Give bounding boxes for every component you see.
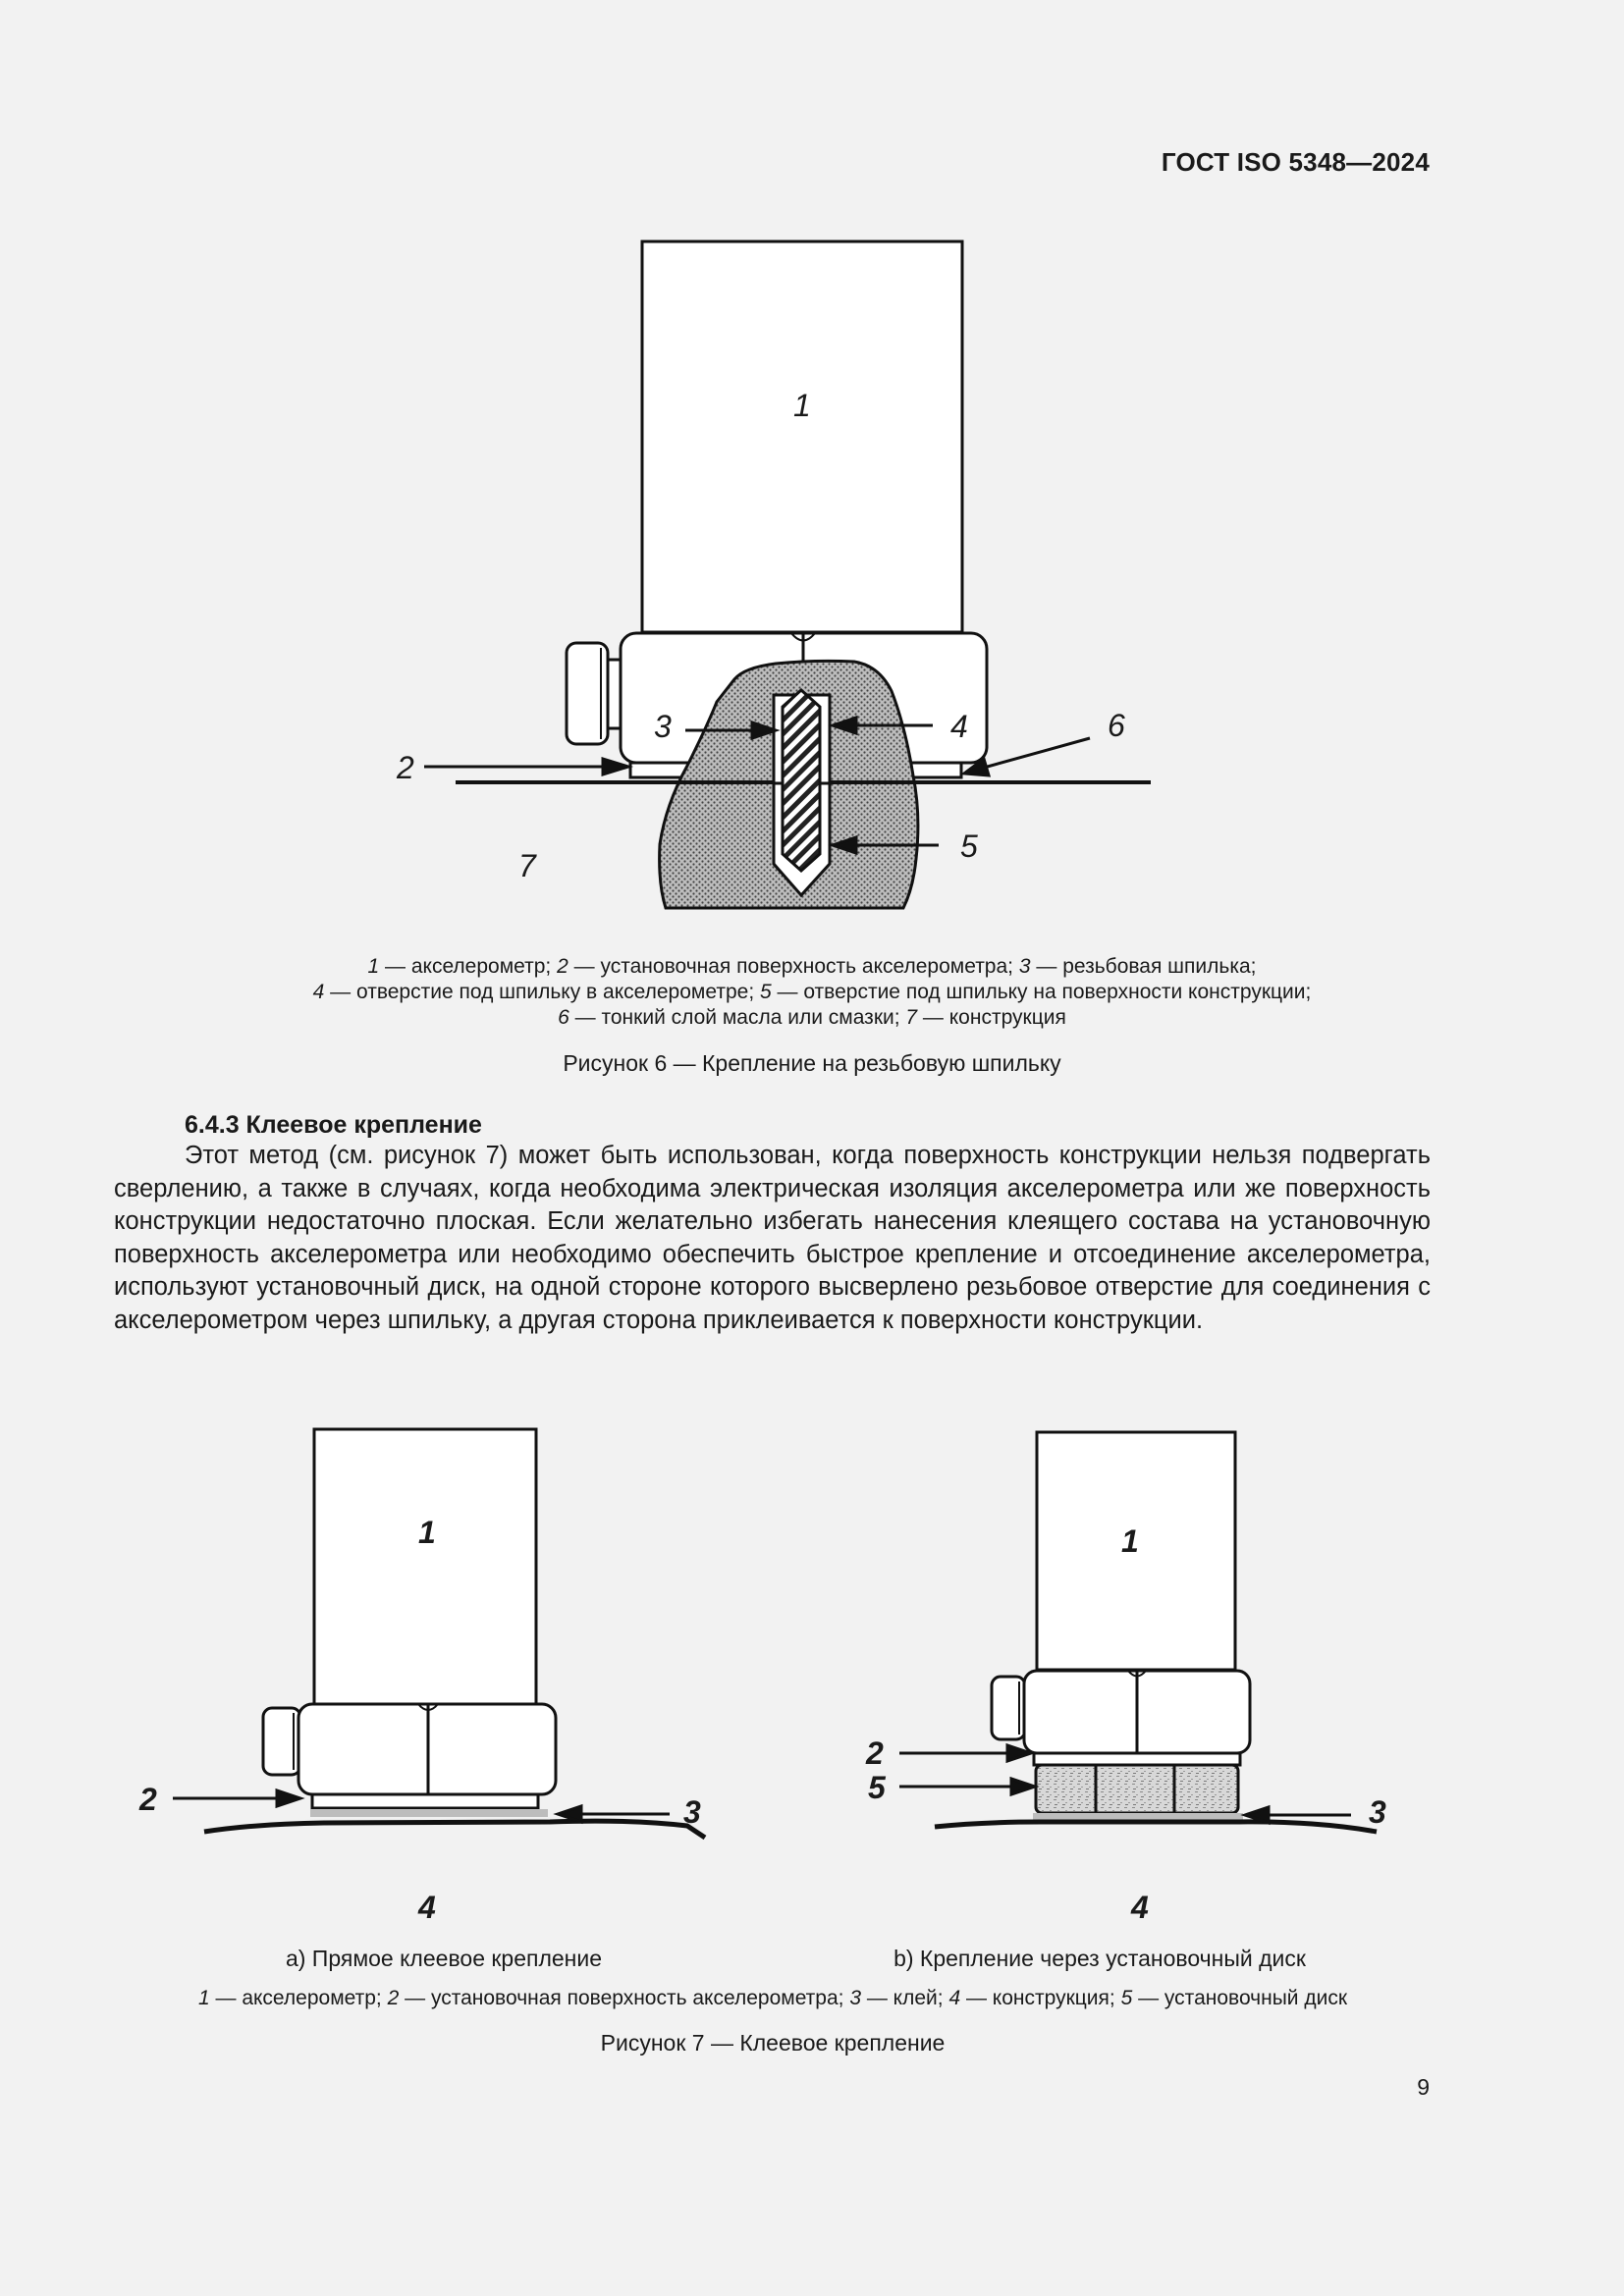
section-paragraph: Этот метод (см. рисунок 7) может быть использован, когда поверхность конструкции нельзя подвергать сверлению, а также в случаях, когда необходима электрическая изоляция акселерометра или же поверхность конструкции недостаточно плоская. Если желательно избегать нанесения клеящего состава на установочную поверхность акселерометра или необходимо обеспечить быстрое крепление и отсоединение акселерометра, используют установочный диск, на одной стороне которого высверлено резьбовое отверстие для соединения с акселерометром через шпильку, а другая сторона приклеивается к поверхности конструкции. — [114, 1142, 1431, 1334]
figure-7b — [865, 1432, 1386, 1925]
figure-7-legend — [108, 1986, 1437, 2011]
adhesive-layer — [310, 1809, 548, 1817]
fig6-label-4: 4 — [950, 709, 968, 744]
structure-surface — [935, 1822, 1377, 1832]
figure-7-caption: Рисунок 7 — Клеевое крепление — [600, 2030, 946, 2056]
figure-7a — [138, 1429, 705, 1925]
fig7a-label-1: 1 — [418, 1515, 436, 1550]
fig7a-label-4: 4 — [418, 1890, 436, 1925]
fig6-label-7: 7 — [518, 848, 536, 883]
accelerometer-body — [642, 241, 962, 632]
figure-7b-subcaption: b) Крепление через установочный диск — [893, 1946, 1306, 1971]
legend-line: 1 — акселерометр; 2 — установочная поверхность акселерометра; 3 — резьбовая шпилька; — [367, 955, 1257, 978]
fig7a-label-3: 3 — [683, 1794, 701, 1830]
fig6-label-6: 6 — [1108, 708, 1125, 743]
figure-7a-subcaption: a) Прямое клеевое крепление — [285, 1946, 603, 1971]
fig6-label-2: 2 — [397, 750, 414, 785]
fig7b-label-5: 5 — [868, 1770, 886, 1805]
fig6-label-1: 1 — [793, 388, 811, 423]
threaded-stud — [783, 690, 820, 871]
figure-6-caption: Рисунок 6 — Крепление на резьбовую шпильку — [563, 1050, 1061, 1076]
fig7b-label-2: 2 — [866, 1735, 884, 1771]
legend-line: 4 — отверстие под шпильку в акселерометре; 5 — отверстие под шпильку на поверхности конструкции; — [312, 981, 1312, 1003]
figure-6-diagram — [373, 226, 1178, 933]
fig7a-label-2: 2 — [139, 1782, 157, 1817]
accelerometer-body — [314, 1429, 536, 1705]
page-number: 9 — [1417, 2074, 1430, 2100]
document-header: ГОСТ ISO 5348—2024 — [1161, 147, 1430, 177]
legend-line: 1 — акселерометр; 2 — установочная поверхность акселерометра; 3 — клей; 4 — конструкция; 5 — установочный диск — [197, 1987, 1348, 2009]
mounting-pad — [1036, 1765, 1238, 1813]
figure-7-diagram — [128, 1414, 1404, 1944]
connector — [263, 1708, 300, 1775]
legend-line: 6 — тонкий слой масла или смазки; 7 — конструкция — [558, 1006, 1066, 1029]
structure-surface — [204, 1821, 705, 1838]
fig7b-label-1: 1 — [1121, 1523, 1139, 1559]
section-heading: 6.4.3 Клеевое крепление — [185, 1111, 482, 1139]
figure-6-legend — [147, 954, 1477, 1031]
fig6-label-3: 3 — [654, 709, 672, 744]
fig6-label-5: 5 — [960, 828, 978, 864]
fig7b-label-4: 4 — [1131, 1890, 1149, 1925]
fig7b-label-3: 3 — [1369, 1794, 1386, 1830]
